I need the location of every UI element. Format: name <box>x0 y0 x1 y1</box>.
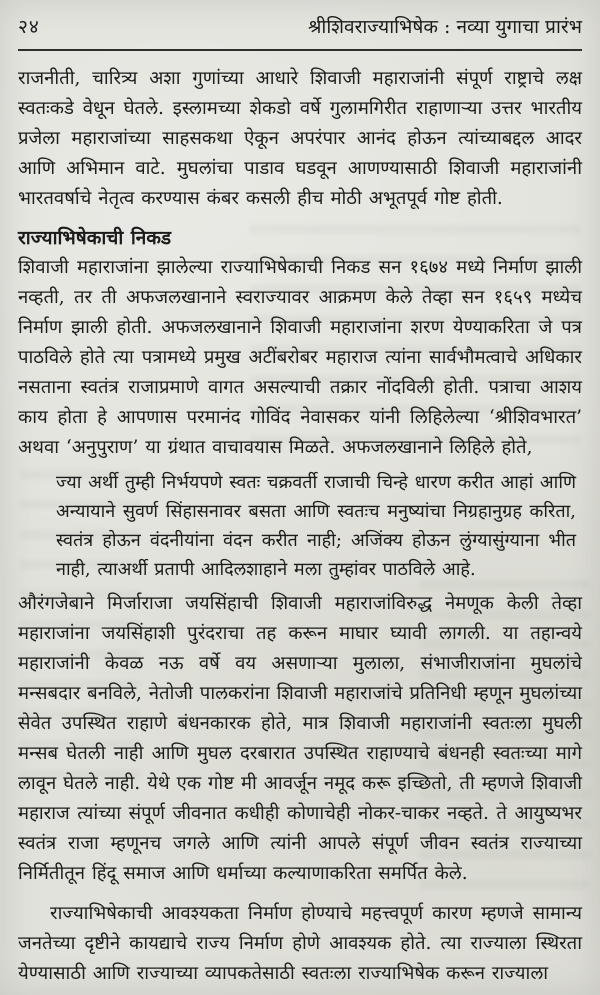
paragraph-continuation: राजनीती, चारित्र्य अशा गुणांच्या आधारे शिवाजी महाराजांनी संपूर्ण राष्ट्राचे लक्ष स्वतःकडे वेधून घेतले. इस्लामच्या शेकडो वर्षे गुलामगिरीत राहाणाऱ्या उत्तर भारतीय प्रजेला महाराजांच्या साहसकथा ऐकून अपरंपार आनंद होऊन त्यांच्याबद्दल आदर आणि अभिमान वाटे. मुघलांचा पाडाव घडवून आणण्यासाठी शिवाजी महाराजांनी भारतवर्षाचे नेतृत्व करण्यास कंबर कसली हीच मोठी अभूतपूर्व गोष्ट होती. <box>18 68 582 209</box>
page-body <box>18 64 582 989</box>
running-header <box>18 14 582 40</box>
running-title: श्रीशिवराज्याभिषेक : नव्या युगाचा प्रारंभ <box>307 16 582 38</box>
page-number: २४ <box>18 16 40 38</box>
paragraph-rajyabhishek-reason: राज्याभिषेकाची आवश्यकता निर्माण होण्याचे महत्त्वपूर्ण कारण म्हणजे सामान्य जनतेच्या दृष्टीने कायद्याचे राज्य निर्माण होणे आवश्यक होते. त्या राज्याला स्थिरता येण्यासाठी आणि राज्याच्या व्यापकतेसाठी स्वतःला राज्याभिषेक करून राज्याला <box>18 903 582 984</box>
section-heading: राज्याभिषेकाची निकड <box>18 227 172 249</box>
header-divider-line <box>18 49 582 51</box>
paragraph-rajyabhishek-need: शिवाजी महाराजांना झालेल्या राज्याभिषेकाची निकड सन १६७४ मध्ये निर्माण झाली नव्हती, तर ती अफजलखानाने स्वराज्यावर आक्रमण केले तेव्हा सन १६५९ मध्येच निर्माण झाली होती. अफजलखानाने शिवाजी महाराजांना शरण येण्याकरिता जे पत्र पाठविले होते त्या पत्रामध्ये प्रमुख अटींबरोबर महाराज त्यांना सार्वभौमत्वाचे अधिकार नसताना स्वतंत्र राजाप्रमाणे वागत असल्याची तक्रार नोंदविली होती. पत्राचा आशय काय होता हे आपणास परमानंद गोविंद नेवासकर यांनी लिहिलेल्या ‘श्रीशिवभारत’ अथवा ‘अनुपुराण’ या ग्रंथात वाचावयास मिळते. अफजलखानाने लिहिले होते, <box>18 257 582 458</box>
paragraph-aurangzeb-treaty: औरंगजेबाने मिर्जाराजा जयसिंहाची शिवाजी महाराजांविरुद्ध नेमणूक केली तेव्हा महाराजांना जयसिंहाशी पुरंदराचा तह करून माघार घ्यावी लागली. या तहान्वये महाराजांनी केवळ नऊ वर्षे वय असणाऱ्या मुलाला, संभाजीराजांना मुघलांचे मन्सबदार बनविले, नेतोजी पालकरांना शिवाजी महाराजांचे प्रतिनिधी म्हणून मुघलांच्या सेवेत उपस्थित राहाणे बंधनकारक होते, मात्र शिवाजी महाराजांनी स्वतःला मुघली मन्सब घेतली नाही आणि मुघल दरबारात उपस्थित राहाण्याचे बंधनही स्वतःच्या मागे लावून घेतले नाही. येथे एक गोष्ट मी आवर्जून नमूद करू इच्छितो, ती म्हणजे शिवाजी महाराज त्यांच्या संपूर्ण जीवनात कधीही कोणाचेही नोकर-चाकर नव्हते. ते आयुष्यभर स्वतंत्र राजा म्हणूनच जगले आणि त्यांनी आपले संपूर्ण जीवन स्वतंत्र राज्याच्या निर्मितीतून हिंदू समाज आणि धर्माच्या कल्याणाकरिता समर्पित केले. <box>18 593 582 884</box>
afzal-khan-letter-quote: ज्या अर्थी तुम्ही निर्भयपणे स्वतः चक्रवर्ती राजाची चिन्हे धारण करीत आहां आणि अन्यायाने सुवर्ण सिंहासनावर बसता आणि स्वतःच मनुष्यांचा निग्रहानुग्रह करिता, स्वतंत्र होऊन वंदनीयांना वंदन करीत नाही; अजिंक्य होऊन लुंग्यासुंग्याना भीत नाही, त्याअर्थी प्रतापी आदिलशाहाने मला तुम्हांवर पाठविले आहे. <box>56 472 576 580</box>
